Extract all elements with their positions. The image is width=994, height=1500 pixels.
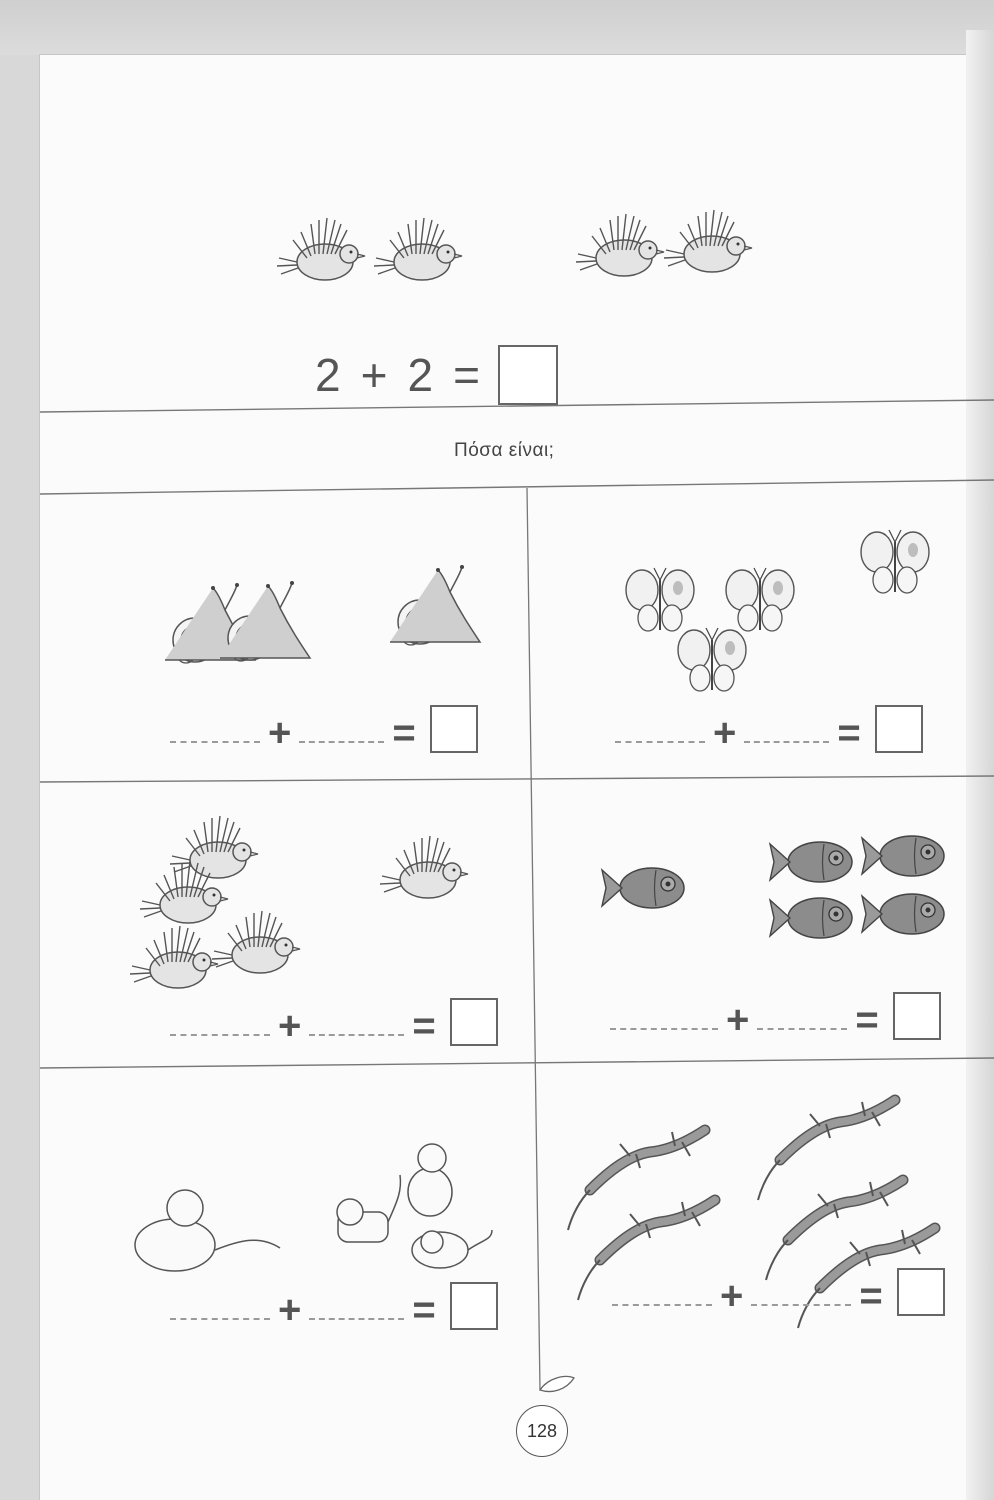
exercise-4-first-blank[interactable] [610, 1028, 718, 1030]
exercise-6-answer-box[interactable] [897, 1268, 945, 1316]
exercise-6-equals: = [859, 1274, 883, 1318]
exercise-5-equals: = [412, 1288, 436, 1332]
exercise-5-second-blank[interactable] [309, 1318, 404, 1320]
exercise-1-equation [170, 705, 478, 753]
exercise-5-first-blank[interactable] [170, 1318, 270, 1320]
exercise-6-plus: + [720, 1274, 744, 1318]
example-right-number: 2 [407, 349, 434, 401]
exercise-3-answer-box[interactable] [450, 998, 498, 1046]
example-answer-box[interactable] [498, 345, 558, 405]
exercise-4-second-blank[interactable] [757, 1028, 847, 1030]
exercise-4-plus: + [726, 998, 750, 1042]
exercise-5-plus: + [278, 1288, 302, 1332]
exercise-4-equals: = [855, 998, 879, 1042]
exercise-1-answer-box[interactable] [430, 705, 478, 753]
exercise-6-second-blank[interactable] [751, 1304, 851, 1306]
example-equation [305, 345, 558, 405]
exercise-6-equation [612, 1268, 945, 1316]
exercise-1-plus: + [268, 711, 292, 755]
exercise-1-first-blank[interactable] [170, 741, 260, 743]
exercise-6-first-blank[interactable] [612, 1304, 712, 1306]
example-left-number: 2 [315, 349, 341, 401]
example-plus-sign: + [360, 349, 388, 401]
exercise-5-equation [170, 1282, 498, 1330]
exercise-2-second-blank[interactable] [744, 741, 829, 743]
instruction-prompt: Πόσα είναι; [454, 440, 555, 461]
exercise-2-first-blank[interactable] [615, 741, 705, 743]
exercise-1-equals: = [392, 711, 416, 755]
exercise-2-equation [615, 705, 923, 753]
exercise-5-answer-box[interactable] [450, 1282, 498, 1330]
exercise-4-equation [610, 992, 941, 1040]
exercise-4-answer-box[interactable] [893, 992, 941, 1040]
exercise-3-plus: + [278, 1004, 302, 1048]
exercise-3-second-blank[interactable] [309, 1034, 404, 1036]
example-equals-sign: = [453, 349, 480, 401]
exercise-2-equals: = [837, 711, 861, 755]
exercise-1-second-blank[interactable] [299, 741, 384, 743]
page-number: 128 [516, 1405, 568, 1457]
exercise-2-answer-box[interactable] [875, 705, 923, 753]
exercise-3-equation [170, 998, 498, 1046]
exercise-3-equals: = [412, 1004, 436, 1048]
exercise-3-first-blank[interactable] [170, 1034, 270, 1036]
exercise-2-plus: + [713, 711, 737, 755]
